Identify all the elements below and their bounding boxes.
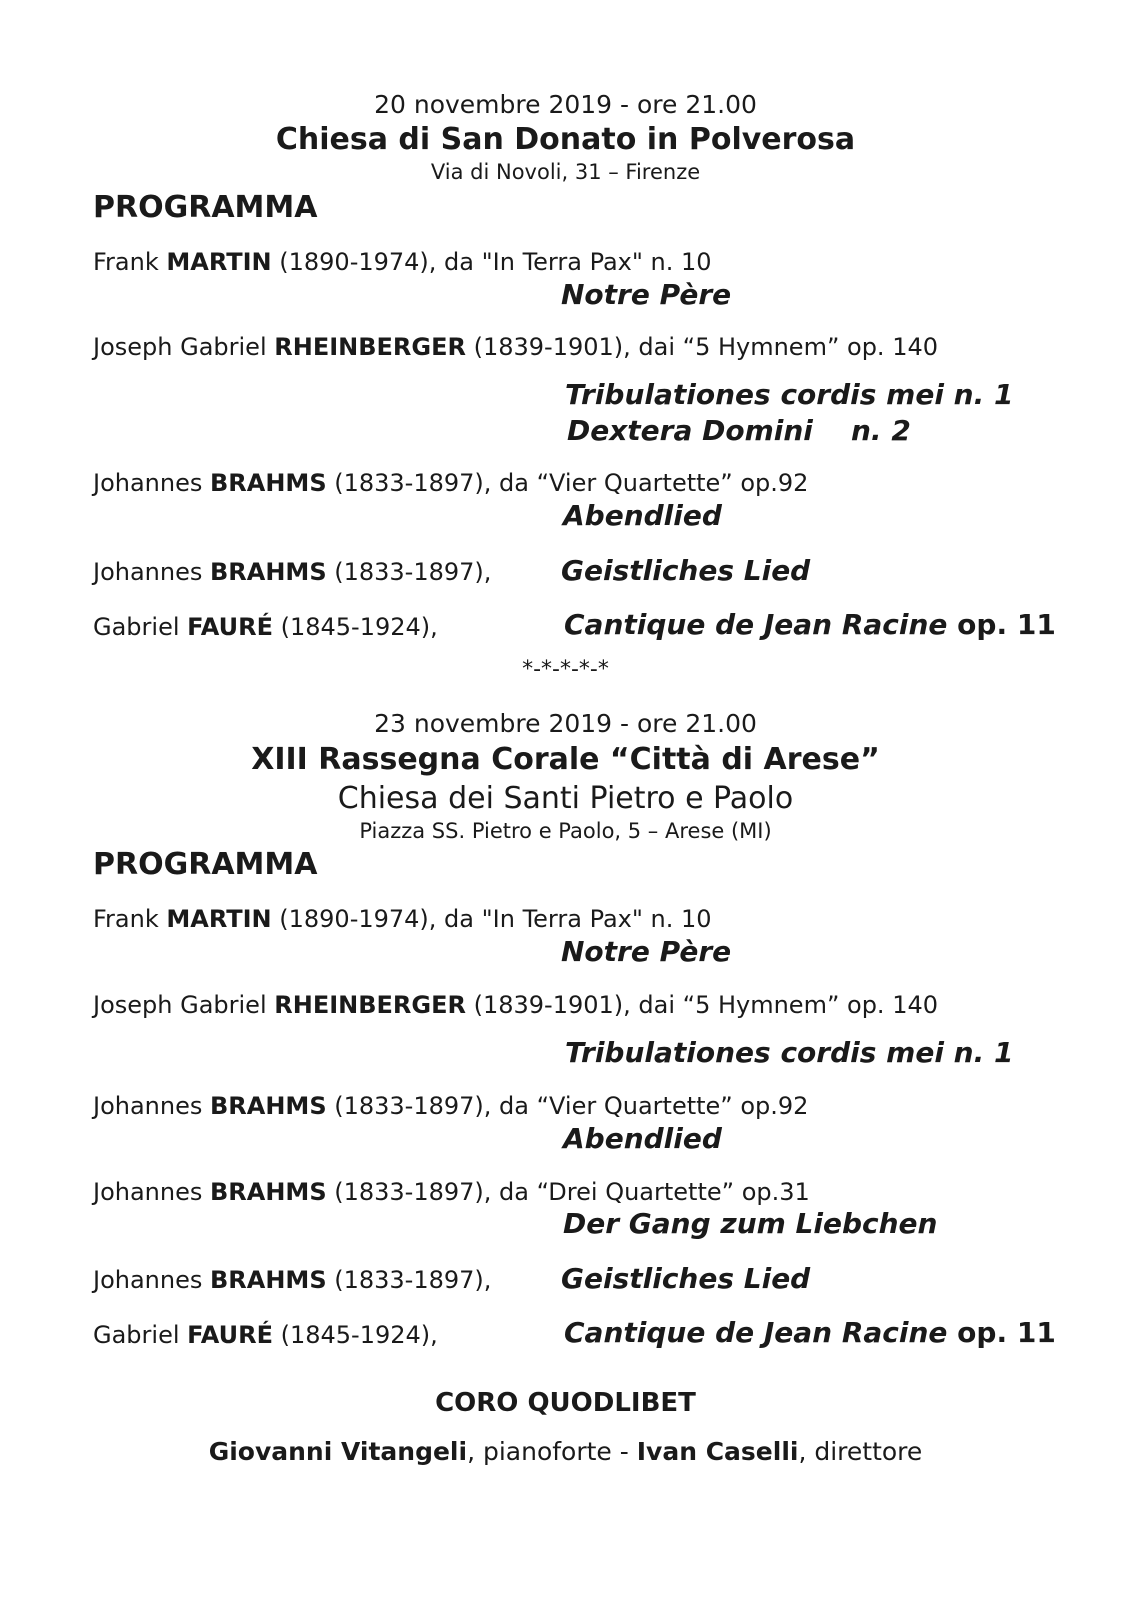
concert2-work-geistliches-lied: Geistliches Lied: [561, 1262, 811, 1295]
concert1-composer-faure: Gabriel FAURÉ (1845-1924),: [93, 613, 438, 641]
concert1-work-geistliches-lied: Geistliches Lied: [561, 554, 811, 587]
concert2-date: 23 novembre 2019 - ore 21.00: [374, 709, 757, 738]
concert1-composer-brahms-1: Johannes BRAHMS (1833-1897), da “Vier Quartette” op.92: [93, 469, 809, 497]
concert1-date: 20 novembre 2019 - ore 21.00: [374, 90, 757, 119]
concert2-work-tribulationes: Tribulationes cordis mei n. 1: [565, 1036, 1014, 1069]
concert2-work-abendlied: Abendlied: [563, 1122, 722, 1155]
concert2-work-cantique: Cantique de Jean Racine op. 11: [564, 1316, 1056, 1349]
concert2-composer-martin: Frank MARTIN (1890-1974), da "In Terra Pax" n. 10: [93, 905, 712, 933]
concert1-work-dextera-number: n. 2: [851, 414, 911, 447]
concert2-venue: Chiesa dei Santi Pietro e Paolo: [337, 781, 794, 816]
concert2-composer-faure: Gabriel FAURÉ (1845-1924),: [93, 1321, 438, 1349]
concert1-work-abendlied: Abendlied: [563, 499, 722, 532]
concert2-work-notre-pere: Notre Père: [561, 935, 732, 968]
concert2-composer-brahms-3: Johannes BRAHMS (1833-1897),: [93, 1266, 492, 1294]
concert2-composer-brahms-1: Johannes BRAHMS (1833-1897), da “Vier Quartette” op.92: [93, 1092, 809, 1120]
concert1-work-dextera: Dextera Domini: [567, 414, 813, 447]
choir-name: CORO QUODLIBET: [435, 1388, 696, 1418]
section-separator: *-*-*-*-*: [522, 657, 609, 682]
concert2-composer-brahms-2: Johannes BRAHMS (1833-1897), da “Drei Quartette” op.31: [93, 1178, 810, 1206]
concert2-programma-heading: PROGRAMMA: [93, 847, 318, 882]
concert2-address: Piazza SS. Pietro e Paolo, 5 – Arese (MI): [359, 819, 772, 843]
concert1-composer-brahms-2: Johannes BRAHMS (1833-1897),: [93, 558, 492, 586]
concert1-composer-martin: Frank MARTIN (1890-1974), da "In Terra Pax" n. 10: [93, 248, 712, 276]
concert2-work-der-gang: Der Gang zum Liebchen: [563, 1207, 938, 1240]
concert2-rassegna-title: XIII Rassegna Corale “Città di Arese”: [251, 742, 880, 777]
concert1-venue: Chiesa di San Donato in Polverosa: [275, 122, 856, 157]
concert1-programma-heading: PROGRAMMA: [93, 190, 318, 225]
concert1-address: Via di Novoli, 31 – Firenze: [430, 160, 701, 184]
concert1-work-cantique: Cantique de Jean Racine op. 11: [564, 608, 1056, 641]
performers-credits: Giovanni Vitangeli, pianoforte - Ivan Caselli, direttore: [208, 1437, 923, 1466]
concert1-composer-rheinberger: Joseph Gabriel RHEINBERGER (1839-1901), dai “5 Hymnem” op. 140: [93, 333, 938, 361]
concert1-work-notre-pere: Notre Père: [561, 278, 732, 311]
concert1-work-tribulationes: Tribulationes cordis mei n. 1: [565, 378, 1014, 411]
concert2-composer-rheinberger: Joseph Gabriel RHEINBERGER (1839-1901), dai “5 Hymnem” op. 140: [93, 991, 938, 1019]
